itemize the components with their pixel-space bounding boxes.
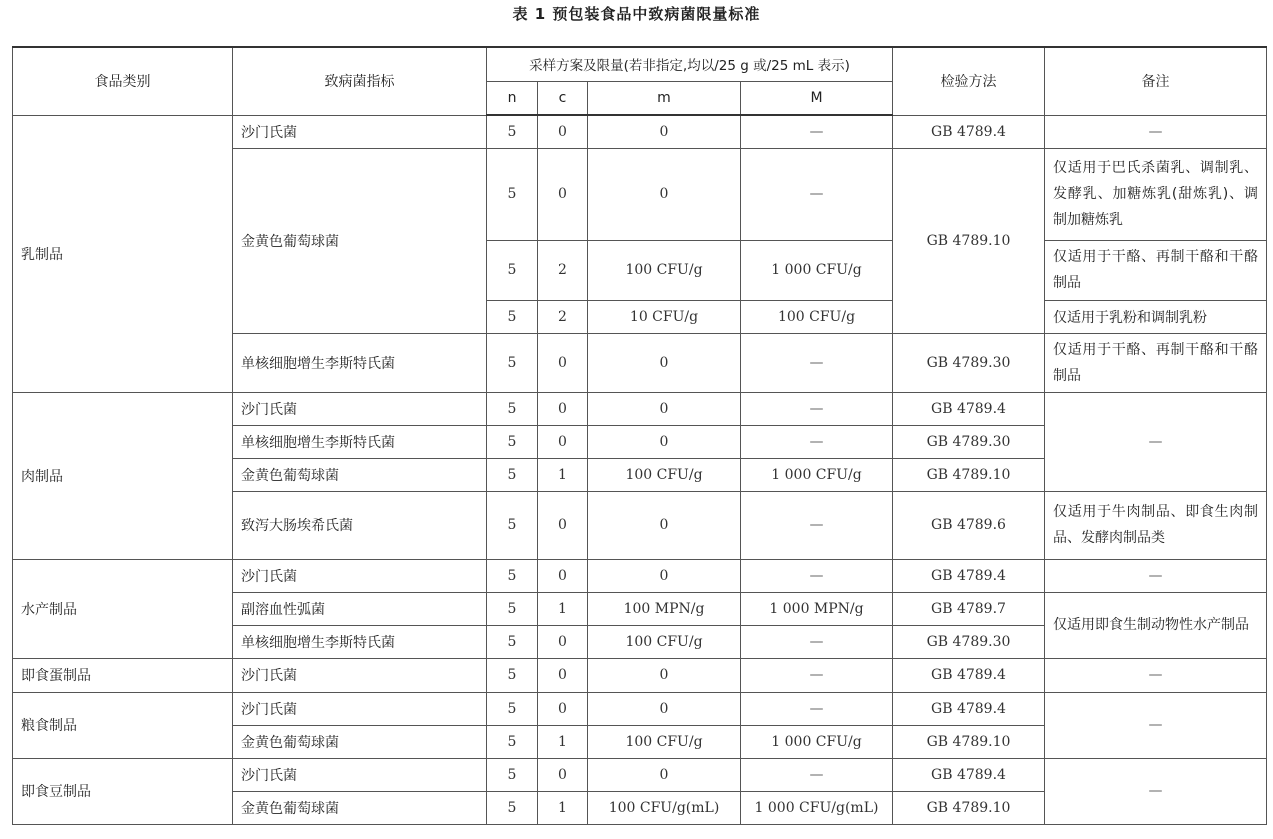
m-cell: 100 CFU/g <box>588 725 741 758</box>
method-cell: GB 4789.7 <box>893 592 1045 625</box>
M-cell: — <box>741 658 893 692</box>
method-cell: GB 4789.4 <box>893 658 1045 692</box>
method-cell: GB 4789.4 <box>893 115 1045 148</box>
header-sampling-plan: 采样方案及限量(若非指定,均以/25 g 或/25 mL 表示) <box>487 47 893 81</box>
header-food-category: 食品类别 <box>13 47 233 115</box>
n-cell: 5 <box>487 791 538 824</box>
method-cell: GB 4789.10 <box>893 148 1045 333</box>
n-cell: 5 <box>487 658 538 692</box>
m-cell: 100 MPN/g <box>588 592 741 625</box>
m-cell: 0 <box>588 658 741 692</box>
n-cell: 5 <box>487 425 538 458</box>
pathogen-cell: 沙门氏菌 <box>233 115 487 148</box>
header-M: M <box>741 81 893 115</box>
m-cell: 0 <box>588 491 741 559</box>
table-row <box>13 115 1267 148</box>
food-category-cell: 即食蛋制品 <box>13 658 233 692</box>
M-cell: — <box>741 692 893 725</box>
remark-cell: 仅适用于牛肉制品、即食生肉制品、发酵肉制品类 <box>1045 491 1267 559</box>
pathogen-cell: 沙门氏菌 <box>233 658 487 692</box>
m-cell: 0 <box>588 115 741 148</box>
pathogen-cell: 致泻大肠埃希氏菌 <box>233 491 487 559</box>
c-cell: 1 <box>538 458 588 491</box>
c-cell: 0 <box>538 658 588 692</box>
food-category-cell: 即食豆制品 <box>13 758 233 824</box>
n-cell: 5 <box>487 240 538 300</box>
m-cell: 0 <box>588 559 741 592</box>
table-row <box>13 758 1267 791</box>
M-cell: — <box>741 758 893 791</box>
c-cell: 2 <box>538 240 588 300</box>
M-cell: 1 000 CFU/g <box>741 725 893 758</box>
n-cell: 5 <box>487 300 538 333</box>
M-cell: 1 000 CFU/g <box>741 458 893 491</box>
n-cell: 5 <box>487 148 538 240</box>
c-cell: 1 <box>538 725 588 758</box>
remark-cell: 仅适用于巴氏杀菌乳、调制乳、发酵乳、加糖炼乳(甜炼乳)、调制加糖炼乳 <box>1045 148 1267 240</box>
m-cell: 100 CFU/g(mL) <box>588 791 741 824</box>
c-cell: 0 <box>538 692 588 725</box>
pathogen-cell: 沙门氏菌 <box>233 758 487 791</box>
header-method: 检验方法 <box>893 47 1045 115</box>
remark-cell: 仅适用于干酪、再制干酪和干酪制品 <box>1045 240 1267 300</box>
c-cell: 1 <box>538 592 588 625</box>
table-row <box>13 392 1267 425</box>
M-cell: 1 000 MPN/g <box>741 592 893 625</box>
method-cell: GB 4789.10 <box>893 791 1045 824</box>
n-cell: 5 <box>487 758 538 791</box>
m-cell: 0 <box>588 692 741 725</box>
m-cell: 0 <box>588 425 741 458</box>
n-cell: 5 <box>487 625 538 658</box>
method-cell: GB 4789.30 <box>893 625 1045 658</box>
remark-cell: — <box>1045 692 1267 758</box>
header-pathogen: 致病菌指标 <box>233 47 487 115</box>
M-cell: — <box>741 333 893 392</box>
M-cell: 1 000 CFU/g <box>741 240 893 300</box>
table-row <box>13 559 1267 592</box>
c-cell: 2 <box>538 300 588 333</box>
pathogen-cell: 金黄色葡萄球菌 <box>233 458 487 491</box>
remark-cell: 仅适用于干酪、再制干酪和干酪制品 <box>1045 333 1267 392</box>
remark-cell: — <box>1045 559 1267 592</box>
header-n: n <box>487 81 538 115</box>
n-cell: 5 <box>487 392 538 425</box>
remark-cell: — <box>1045 392 1267 491</box>
m-cell: 0 <box>588 392 741 425</box>
M-cell: 1 000 CFU/g(mL) <box>741 791 893 824</box>
c-cell: 0 <box>538 559 588 592</box>
c-cell: 0 <box>538 758 588 791</box>
M-cell: — <box>741 115 893 148</box>
header-m: m <box>588 81 741 115</box>
pathogen-cell: 副溶血性弧菌 <box>233 592 487 625</box>
c-cell: 0 <box>538 148 588 240</box>
remark-cell: — <box>1045 115 1267 148</box>
m-cell: 100 CFU/g <box>588 625 741 658</box>
pathogen-limit-table <box>12 46 1267 825</box>
remark-cell: 仅适用于乳粉和调制乳粉 <box>1045 300 1267 333</box>
pathogen-cell: 沙门氏菌 <box>233 692 487 725</box>
m-cell: 0 <box>588 148 741 240</box>
remark-cell: — <box>1045 758 1267 824</box>
method-cell: GB 4789.6 <box>893 491 1045 559</box>
pathogen-cell: 金黄色葡萄球菌 <box>233 148 487 333</box>
method-cell: GB 4789.4 <box>893 392 1045 425</box>
n-cell: 5 <box>487 115 538 148</box>
method-cell: GB 4789.10 <box>893 725 1045 758</box>
n-cell: 5 <box>487 725 538 758</box>
n-cell: 5 <box>487 491 538 559</box>
method-cell: GB 4789.10 <box>893 458 1045 491</box>
c-cell: 0 <box>538 625 588 658</box>
pathogen-cell: 沙门氏菌 <box>233 392 487 425</box>
table-row <box>13 658 1267 692</box>
n-cell: 5 <box>487 692 538 725</box>
remark-cell: — <box>1045 658 1267 692</box>
pathogen-cell: 单核细胞增生李斯特氏菌 <box>233 333 487 392</box>
table-row <box>13 692 1267 725</box>
header-remark: 备注 <box>1045 47 1267 115</box>
method-cell: GB 4789.4 <box>893 692 1045 725</box>
food-category-cell: 粮食制品 <box>13 692 233 758</box>
m-cell: 100 CFU/g <box>588 458 741 491</box>
m-cell: 100 CFU/g <box>588 240 741 300</box>
m-cell: 0 <box>588 758 741 791</box>
m-cell: 0 <box>588 333 741 392</box>
c-cell: 0 <box>538 491 588 559</box>
table-title: 表 1 预包装食品中致病菌限量标准 <box>512 5 761 23</box>
method-cell: GB 4789.30 <box>893 333 1045 392</box>
method-cell: GB 4789.4 <box>893 758 1045 791</box>
c-cell: 1 <box>538 791 588 824</box>
m-cell: 10 CFU/g <box>588 300 741 333</box>
M-cell: — <box>741 392 893 425</box>
pathogen-cell: 单核细胞增生李斯特氏菌 <box>233 425 487 458</box>
M-cell: — <box>741 425 893 458</box>
M-cell: — <box>741 148 893 240</box>
M-cell: 100 CFU/g <box>741 300 893 333</box>
c-cell: 0 <box>538 392 588 425</box>
method-cell: GB 4789.4 <box>893 559 1045 592</box>
pathogen-cell: 金黄色葡萄球菌 <box>233 725 487 758</box>
remark-cell: 仅适用即食生制动物性水产制品 <box>1045 592 1267 658</box>
header-c: c <box>538 81 588 115</box>
food-category-cell: 水产制品 <box>13 559 233 658</box>
M-cell: — <box>741 559 893 592</box>
n-cell: 5 <box>487 559 538 592</box>
c-cell: 0 <box>538 115 588 148</box>
pathogen-cell: 沙门氏菌 <box>233 559 487 592</box>
method-cell: GB 4789.30 <box>893 425 1045 458</box>
c-cell: 0 <box>538 333 588 392</box>
M-cell: — <box>741 625 893 658</box>
pathogen-cell: 单核细胞增生李斯特氏菌 <box>233 625 487 658</box>
n-cell: 5 <box>487 333 538 392</box>
n-cell: 5 <box>487 458 538 491</box>
c-cell: 0 <box>538 425 588 458</box>
food-category-cell: 肉制品 <box>13 392 233 559</box>
pathogen-cell: 金黄色葡萄球菌 <box>233 791 487 824</box>
food-category-cell: 乳制品 <box>13 115 233 392</box>
n-cell: 5 <box>487 592 538 625</box>
M-cell: — <box>741 491 893 559</box>
